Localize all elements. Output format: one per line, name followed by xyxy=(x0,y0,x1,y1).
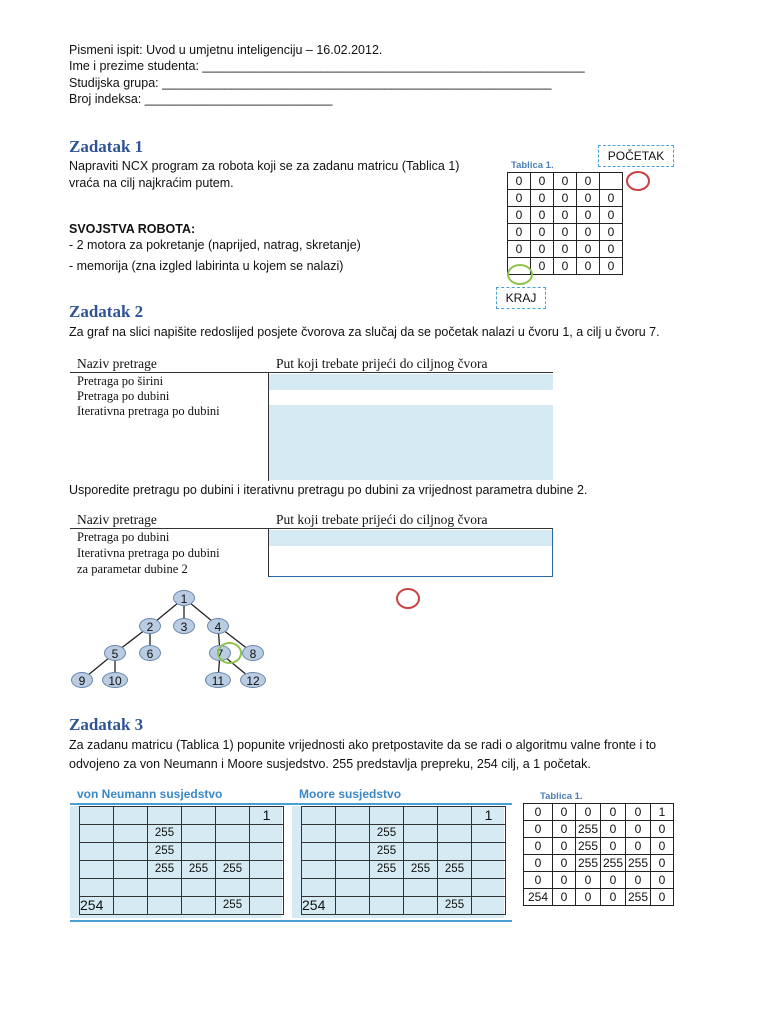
matrix-cell: 0 xyxy=(508,173,531,190)
row-depth-param: za parametar dubine 2 xyxy=(77,562,188,576)
tree-node-2: 2 xyxy=(139,618,161,634)
matrix-cell: 0 xyxy=(531,224,554,241)
grid-row xyxy=(302,861,506,879)
tree-node-3: 3 xyxy=(173,618,195,634)
answer-cell[interactable]: 255 xyxy=(438,861,472,879)
col-path-2: Put koji trebate prijeći do ciljnog čvora xyxy=(276,512,488,527)
answer-cell[interactable] xyxy=(472,897,506,915)
matrix-cell: 0 xyxy=(524,804,553,821)
matrix-cell: 0 xyxy=(626,872,651,889)
answer-cell[interactable] xyxy=(80,879,114,897)
matrix-cell: 0 xyxy=(531,190,554,207)
matrix-cell: 0 xyxy=(531,258,554,275)
answer-cell[interactable] xyxy=(472,825,506,843)
tree-node-8: 8 xyxy=(242,645,264,661)
matrix-cell: 0 xyxy=(554,241,577,258)
goal-circle xyxy=(217,642,242,664)
grid-row xyxy=(302,879,506,897)
start-circle xyxy=(626,171,650,191)
grid-row xyxy=(80,825,284,843)
matrix-cell: 0 xyxy=(524,838,553,855)
end-label: KRAJ xyxy=(496,287,546,309)
answer-cell[interactable] xyxy=(182,807,216,825)
row-dfs-2: Pretraga po dubini xyxy=(77,530,170,544)
matrix-cell: 0 xyxy=(508,207,531,224)
grid-row xyxy=(508,190,623,207)
answer-cell[interactable]: 255 xyxy=(404,861,438,879)
matrix-cell: 0 xyxy=(531,241,554,258)
answer-bfs[interactable] xyxy=(269,374,553,390)
matrix-cell: 255 xyxy=(576,838,601,855)
answer-cell[interactable]: 255 xyxy=(148,843,182,861)
matrix-cell: 0 xyxy=(651,889,674,906)
matrix-cell: 0 xyxy=(576,872,601,889)
answer-cell[interactable] xyxy=(182,879,216,897)
answer-cell[interactable] xyxy=(250,879,284,897)
matrix-cell xyxy=(600,173,623,190)
matrix-cell: 0 xyxy=(554,173,577,190)
grid-row xyxy=(302,843,506,861)
answer-cell[interactable] xyxy=(216,807,250,825)
answer-cell[interactable] xyxy=(216,843,250,861)
moore-grid[interactable] xyxy=(301,806,506,915)
answer-cell[interactable] xyxy=(80,843,114,861)
matrix-cell: 0 xyxy=(600,190,623,207)
tree-node-6: 6 xyxy=(139,645,161,661)
table1-caption-2: Tablica 1. xyxy=(540,791,583,802)
matrix-cell: 0 xyxy=(576,804,601,821)
row-iddfs-2: Iterativna pretraga po dubini xyxy=(77,546,220,560)
task3-text-1: Za zadanu matricu (Tablica 1) popunite vrijednosti ako pretpostavite da se radi o algoritmu valne fronte i to xyxy=(69,738,657,752)
matrix-cell: 0 xyxy=(577,190,600,207)
red-circle-marker xyxy=(396,588,420,609)
grid-row xyxy=(80,807,284,825)
answer-cell[interactable]: 255 xyxy=(370,861,404,879)
answer-cell[interactable] xyxy=(404,825,438,843)
grid-row xyxy=(302,897,506,915)
matrix-cell: 0 xyxy=(651,872,674,889)
answer-iddfs[interactable] xyxy=(269,405,553,480)
matrix-cell: 0 xyxy=(554,224,577,241)
answer-cell[interactable] xyxy=(80,807,114,825)
answer-cell[interactable]: 255 xyxy=(370,825,404,843)
grid-row xyxy=(524,872,674,889)
search-table-2 xyxy=(70,512,553,578)
grid-row xyxy=(524,838,674,855)
answer-cell[interactable] xyxy=(370,879,404,897)
matrix-cell: 0 xyxy=(553,804,576,821)
robot-matrix xyxy=(507,172,623,275)
matrix-cell: 0 xyxy=(524,821,553,838)
matrix-cell: 255 xyxy=(576,855,601,872)
end-circle xyxy=(507,264,533,285)
study-group-line: Studijska grupa: ________________________________________________________ xyxy=(69,76,552,90)
answer-cell[interactable] xyxy=(250,861,284,879)
answer-cell[interactable]: 255 xyxy=(182,861,216,879)
answer-cell[interactable]: 255 xyxy=(370,843,404,861)
grid-row xyxy=(508,207,623,224)
index-number-line: Broj indeksa: ___________________________ xyxy=(69,92,333,106)
matrix-cell: 0 xyxy=(508,224,531,241)
matrix-cell: 0 xyxy=(553,889,576,906)
matrix-cell: 0 xyxy=(577,207,600,224)
matrix-cell: 0 xyxy=(626,821,651,838)
matrix-cell: 0 xyxy=(601,889,626,906)
matrix-cell: 0 xyxy=(601,804,626,821)
answer-cell[interactable] xyxy=(336,879,370,897)
matrix-cell: 0 xyxy=(524,855,553,872)
search-table-1 xyxy=(70,356,553,481)
matrix-cell: 0 xyxy=(651,838,674,855)
col-search-name-2: Naziv pretrage xyxy=(77,512,157,527)
matrix-cell: 0 xyxy=(553,838,576,855)
matrix-cell: 0 xyxy=(601,872,626,889)
answer-cell[interactable] xyxy=(216,825,250,843)
search-table-2-header xyxy=(70,512,553,529)
grid-row xyxy=(80,879,284,897)
grid-row xyxy=(524,855,674,872)
tree-node-11: 11 xyxy=(205,672,231,688)
von-neumann-title: von Neumann susjedstvo xyxy=(77,787,223,801)
answer-cell[interactable] xyxy=(182,897,216,915)
answer-cell[interactable]: 255 xyxy=(438,897,472,915)
task2-text: Za graf na slici napišite redoslijed posjete čvorova za slučaj da se početak nalazi u čvoru 1, a cilj u čvoru 7. xyxy=(69,325,660,339)
task2-heading: Zadatak 2 xyxy=(69,302,144,321)
task2-text-2: Usporedite pretragu po dubini i iterativnu pretragu po dubini za vrijednost parametra dubine 2. xyxy=(69,483,588,497)
answer-cell[interactable] xyxy=(114,897,148,915)
answer-cell[interactable]: 255 xyxy=(148,825,182,843)
matrix-cell: 0 xyxy=(577,258,600,275)
tree-node-9: 9 xyxy=(71,672,93,688)
matrix-cell: 0 xyxy=(553,821,576,838)
answer-dfs[interactable] xyxy=(269,390,553,405)
von-neumann-grid[interactable] xyxy=(79,806,284,915)
matrix-cell: 0 xyxy=(554,190,577,207)
grid-row xyxy=(508,173,623,190)
answer-cell[interactable] xyxy=(250,897,284,915)
answer-cell[interactable] xyxy=(80,861,114,879)
answer-cell[interactable] xyxy=(114,843,148,861)
answer-cell[interactable] xyxy=(182,843,216,861)
grid-row xyxy=(524,821,674,838)
grid-row xyxy=(524,889,674,906)
matrix-cell: 255 xyxy=(626,855,651,872)
answer-cell[interactable] xyxy=(438,825,472,843)
answer-cell[interactable] xyxy=(404,807,438,825)
reference-matrix xyxy=(523,803,674,906)
answer-cell[interactable] xyxy=(114,807,148,825)
student-name-line: Ime i prezime studenta: _______________________________________________________ xyxy=(69,59,585,73)
answer-cell[interactable] xyxy=(370,897,404,915)
answer-cell[interactable] xyxy=(438,879,472,897)
task1-text-1: Napraviti NCX program za robota koji se za zadanu matricu (Tablica 1) xyxy=(69,159,460,173)
grid-row xyxy=(80,861,284,879)
matrix-cell: 0 xyxy=(577,173,600,190)
answer-cell[interactable]: 255 xyxy=(216,861,250,879)
task1-heading: Zadatak 1 xyxy=(69,137,144,156)
tree-node-1: 1 xyxy=(173,590,195,606)
exam-title: Pismeni ispit: Uvod u umjetnu inteligenciju – 16.02.2012. xyxy=(69,43,383,57)
answer-cell[interactable] xyxy=(182,825,216,843)
grid-row xyxy=(80,897,284,915)
answer-cell[interactable] xyxy=(302,861,336,879)
task3-heading: Zadatak 3 xyxy=(69,715,144,734)
matrix-cell: 0 xyxy=(554,258,577,275)
answer-cell[interactable] xyxy=(148,807,182,825)
row-dfs: Pretraga po dubini xyxy=(77,389,170,403)
robot-prop-1: - 2 motora za pokretanje (naprijed, natrag, skretanje) xyxy=(69,238,361,252)
tree-node-10: 10 xyxy=(102,672,128,688)
robot-props-title: SVOJSTVA ROBOTA: xyxy=(69,222,196,236)
robot-prop-2: - memorija (zna izgled labirinta u kojem se nalazi) xyxy=(69,259,344,273)
answer-cell[interactable] xyxy=(472,879,506,897)
tree-node-5: 5 xyxy=(104,645,126,661)
answer-cell[interactable] xyxy=(336,807,370,825)
matrix-cell: 0 xyxy=(651,855,674,872)
answer-cell[interactable]: 255 xyxy=(216,897,250,915)
search-table-1-header xyxy=(70,356,553,373)
col-path: Put koji trebate prijeći do ciljnog čvora xyxy=(276,356,488,371)
answer-cell[interactable] xyxy=(336,897,370,915)
matrix-cell: 0 xyxy=(577,224,600,241)
answer-cell[interactable] xyxy=(250,843,284,861)
matrix-cell: 1 xyxy=(651,804,674,821)
matrix-cell: 0 xyxy=(600,224,623,241)
matrix-cell: 255 xyxy=(601,855,626,872)
answer-cell[interactable] xyxy=(336,825,370,843)
answer-cell[interactable] xyxy=(472,843,506,861)
answer-cell[interactable] xyxy=(114,861,148,879)
answer-cell[interactable] xyxy=(302,879,336,897)
matrix-cell: 255 xyxy=(576,821,601,838)
start-label: POČETAK xyxy=(598,145,674,167)
matrix-cell: 0 xyxy=(651,821,674,838)
answer-cell[interactable] xyxy=(336,861,370,879)
answer-cell[interactable] xyxy=(302,825,336,843)
matrix-cell: 255 xyxy=(626,889,651,906)
matrix-cell: 254 xyxy=(524,889,553,906)
answer-cell[interactable] xyxy=(404,879,438,897)
matrix-cell: 0 xyxy=(600,207,623,224)
matrix-cell: 0 xyxy=(600,241,623,258)
row-bfs: Pretraga po širini xyxy=(77,374,164,388)
matrix-cell: 0 xyxy=(553,872,576,889)
answer-cell[interactable] xyxy=(302,807,336,825)
answer-cell[interactable] xyxy=(336,843,370,861)
answer-cell[interactable] xyxy=(438,807,472,825)
answer-cell[interactable] xyxy=(404,843,438,861)
matrix-cell: 0 xyxy=(626,804,651,821)
matrix-cell: 0 xyxy=(531,207,554,224)
matrix-cell: 0 xyxy=(524,872,553,889)
matrix-cell: 0 xyxy=(601,821,626,838)
task1-text-2: vraća na cilj najkraćim putem. xyxy=(69,176,234,190)
row-iddfs: Iterativna pretraga po dubini xyxy=(77,404,220,418)
answer-cell[interactable]: 254 xyxy=(80,897,114,915)
answer-cell[interactable]: 255 xyxy=(148,861,182,879)
matrix-cell: 0 xyxy=(577,241,600,258)
answer-cell[interactable] xyxy=(148,897,182,915)
task3-text-2: odvojeno za von Neumann i Moore susjedstvo. 255 predstavlja prepreku, 254 cilj, a 1 početak. xyxy=(69,757,591,771)
answer-cell[interactable]: 1 xyxy=(472,807,506,825)
grid-row xyxy=(508,241,623,258)
matrix-cell: 0 xyxy=(626,838,651,855)
tree-node-4: 4 xyxy=(207,618,229,634)
moore-title: Moore susjedstvo xyxy=(299,787,402,801)
matrix-cell: 0 xyxy=(508,190,531,207)
grid-row xyxy=(524,804,674,821)
table1-caption: Tablica 1. xyxy=(511,160,554,171)
grid-row xyxy=(302,825,506,843)
matrix-cell: 0 xyxy=(600,258,623,275)
matrix-cell: 0 xyxy=(576,889,601,906)
matrix-cell: 0 xyxy=(553,855,576,872)
tree-node-12: 12 xyxy=(240,672,266,688)
answer-cell[interactable] xyxy=(404,897,438,915)
grid-row xyxy=(302,807,506,825)
matrix-cell: 0 xyxy=(531,173,554,190)
answer-cell[interactable]: 1 xyxy=(250,807,284,825)
grid-row xyxy=(508,224,623,241)
matrix-cell: 0 xyxy=(601,838,626,855)
answer-cell[interactable] xyxy=(370,807,404,825)
answer-cell[interactable] xyxy=(472,861,506,879)
answer-cell[interactable] xyxy=(148,879,182,897)
answer-cell[interactable] xyxy=(250,825,284,843)
matrix-cell: 0 xyxy=(554,207,577,224)
answer-cell[interactable] xyxy=(438,843,472,861)
col-search-name: Naziv pretrage xyxy=(77,356,157,371)
grid-row xyxy=(80,843,284,861)
answer-cell[interactable] xyxy=(216,879,250,897)
answer-cell[interactable] xyxy=(302,843,336,861)
tree-node-7: 7 xyxy=(209,645,231,661)
matrix-cell: 0 xyxy=(508,241,531,258)
answer-cell[interactable] xyxy=(114,879,148,897)
answer-cell[interactable] xyxy=(114,825,148,843)
answer-cell[interactable]: 254 xyxy=(302,897,336,915)
answer-cell[interactable] xyxy=(80,825,114,843)
